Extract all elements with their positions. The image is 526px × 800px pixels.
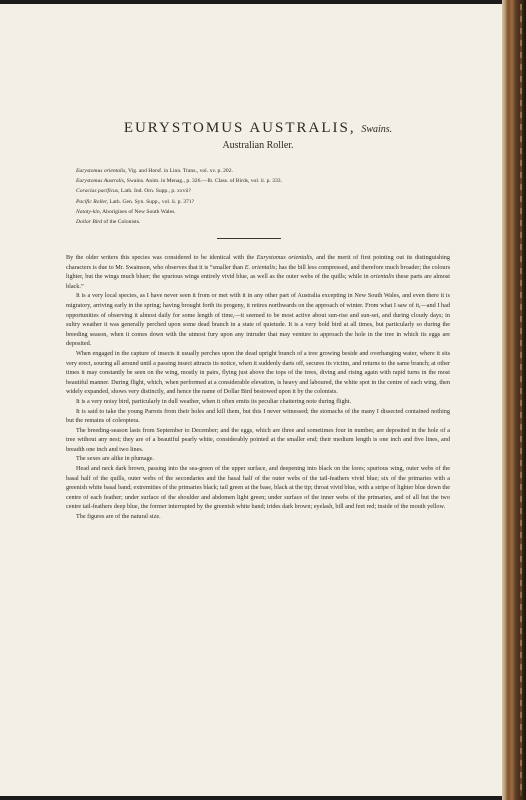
top-edge (0, 0, 526, 4)
italic-species-name: orientalis (370, 273, 395, 281)
body-paragraph: The breeding-season lasts from September to December; and the eggs, which are three and sometimes four in number, are deposited in the hole of a tree without any nest; they are of a beautiful pearly white, considerably pointed at the smaller end; their medium length is one inch and five lines, and breadth one inch and two lines. (66, 426, 450, 453)
species-authority: Swains. (361, 124, 393, 135)
species-title (66, 120, 450, 137)
book-binding (502, 0, 526, 800)
body-paragraph: Head and neck dark brown, passing into the sea-green of the upper surface, and deepening into black on the lores; spurious wing, outer webs of the basal half of the quills, outer webs of the secondaries and the basal half of the outer webs of the tail-feathers vivid blue; six of the primaries with a greenish white basal band; extremities of the primaries black; tail green at the base, black at the tip; throat vivid blue, with a stripe of lighter blue down the centre of each feather; under surface of the shoulder and abdomen light green; under surface of the inner webs of the primaries, and of all but the two centre tail-feathers deep blue, the former interrupted by the greenish white band; irides dark brown; eyelash, bill and feet red; inside of the mouth yellow. (66, 465, 450, 511)
italic-species-name: E. orientalis (244, 263, 276, 271)
body-paragraph: It is a very local species, as I have never seen it from or met with it in any other part of Australia excepting in New South Wales, and even there it is migratory, arriving early in the spring; having brought forth its progeny, it retires northwards on the approach of winter. From what I saw of it,—and I had opportunities of observing it almost daily for some length of time,—it seemed to be most active about sun-rise and sun-set, and during cloudy days; in sultry weather it was generally perched upon some dead branch in a state of quietude. It is a very bold bird at all times, but particularly so during the breeding season, when it comes down with the utmost fury upon any intruder that may venture to approach the hole in the tree in which its eggs are deposited. (66, 292, 450, 348)
common-name: Australian Roller. (222, 140, 294, 151)
section-divider (217, 238, 281, 239)
synonym-line: Dollar Bird of the Colonists. (76, 219, 141, 226)
species-name: EURYSTOMUS AUSTRALIS, (123, 120, 356, 136)
species-description (66, 253, 450, 522)
italic-species-name: Eurystomus orientalis (256, 254, 313, 261)
body-paragraph: It is said to take the young Parrots from their holes and kill them, but this I never witnessed; the stomachs of the many I dissected contained nothing but the remains of coleoptera. (66, 407, 450, 425)
synonym-line: Eurystomus orientalis, Vig. and Horsf. in Linn. Trans., vol. xv. p. 202. (76, 168, 233, 174)
binding-stitching (520, 4, 522, 796)
body-paragraph: It is a very noisy bird, particularly in dull weather, when it often emits its peculiar chattering note during flight. (76, 397, 352, 405)
body-paragraph: The sexes are alike in plumage. (76, 455, 154, 463)
synonym-line: Nataty-kin, Aborigines of New South Wales. (76, 208, 176, 215)
bottom-edge (0, 796, 526, 800)
body-paragraph: When engaged in the capture of insects it usually perches upon the dead upright branch of a tree growing beside and overhanging water, where it sits very erect, souring all around until a passing insect attracts its notice, when it suddenly darts off, secures its victim, and returns to the same branch; at other times it may constantly be seen on the wing, mostly in pairs, flying just above the tops of the trees, diving and rising again with rapid turns in the most beautiful manner. During flight, which, when performed at a considerable elevation, is heavy and laboured, the white spot in the centre of each wing, then widely expanded, shows very distinctly, and hence the name of Dollar Bird bestowed upon it by the colonists. (66, 349, 450, 396)
synonymy-list (76, 166, 446, 227)
body-paragraph: By the older writers this species was considered to be identical with the Eurystomus orientalis, and the merit of first pointing out its distinguishing characters is due to Mr. Swainson, who observes that it is “smaller than E. orientalis; has the bill less compressed, and therefore much broader; the colours lighter, but the wings much bluer; the spurious wings entirely vivid blue, as well as the outer webs of the quills; while in orientalis these parts are almost black.” (66, 254, 451, 290)
synonym-line: Eurystomus Australis, Swains. Anim. in Menag., p. 326.—Ib. Class. of Birds, vol. ii. p. 333. (76, 178, 282, 185)
body-paragraph: The figures are of the natural size. (76, 513, 161, 521)
synonym-line: Pacific Roller, Lath. Gen. Syn. Supp., vol. ii. p. 371? (76, 198, 195, 205)
synonym-line: Coracias pacificus, Lath. Ind. Orn. Supp., p. xxvii? (76, 188, 191, 195)
